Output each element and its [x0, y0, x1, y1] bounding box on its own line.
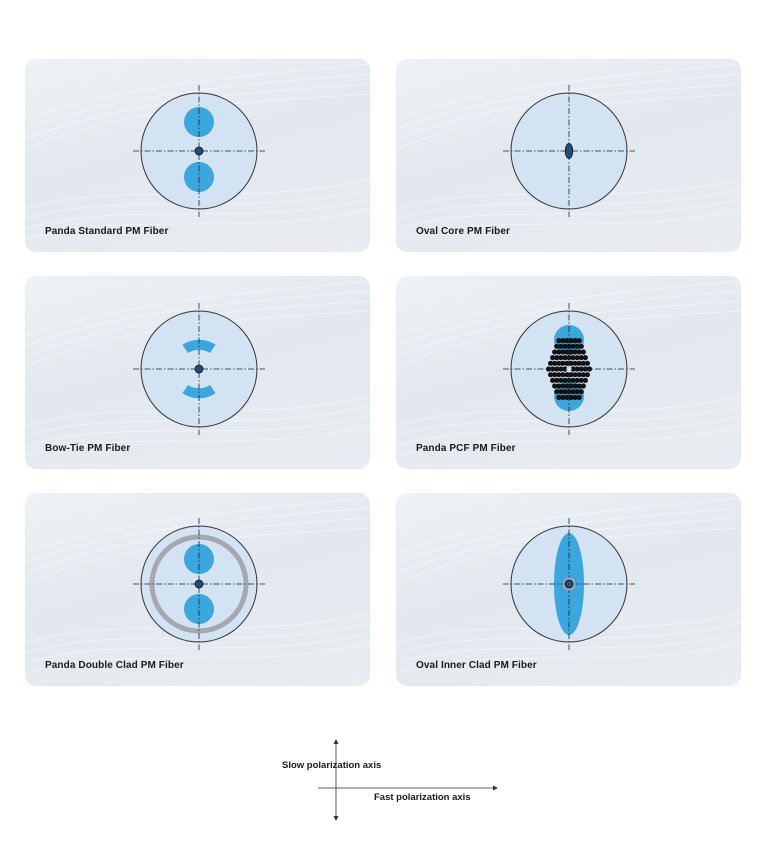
air-hole: [579, 344, 584, 349]
air-hole: [577, 395, 582, 400]
core: [195, 365, 203, 373]
air-hole: [581, 349, 586, 354]
air-hole: [585, 361, 590, 366]
fiber-label: Panda Double Clad PM Fiber: [45, 660, 184, 671]
core: [195, 580, 203, 588]
card-bow-tie: [25, 276, 370, 469]
fast-axis-label: Fast polarization axis: [374, 792, 471, 803]
fiber-label: Oval Core PM Fiber: [416, 226, 511, 237]
arrow-right-icon: [493, 786, 498, 791]
core: [195, 147, 203, 155]
card-panda-standard: [25, 59, 370, 252]
air-hole: [579, 389, 584, 394]
card-oval-inner-clad: [396, 493, 741, 686]
core: [567, 367, 572, 372]
card-panda-pcf: [396, 276, 741, 469]
arrow-up-icon: [334, 739, 339, 744]
fiber-label: Bow-Tie PM Fiber: [45, 443, 131, 454]
air-hole: [577, 338, 582, 343]
card-oval-core: [396, 59, 741, 252]
slow-axis-label: Slow polarization axis: [282, 760, 382, 771]
fiber-label: Panda Standard PM Fiber: [45, 226, 169, 237]
air-hole: [581, 383, 586, 388]
core: [565, 580, 573, 588]
air-hole: [583, 355, 588, 360]
fiber-label: Panda PCF PM Fiber: [416, 443, 516, 454]
axis-legend: [270, 735, 520, 825]
oval-core: [565, 144, 573, 159]
arrow-down-icon: [334, 816, 339, 821]
fiber-label: Oval Inner Clad PM Fiber: [416, 660, 537, 671]
air-hole: [585, 372, 590, 377]
card-panda-double-clad: [25, 493, 370, 686]
air-hole: [583, 378, 588, 383]
